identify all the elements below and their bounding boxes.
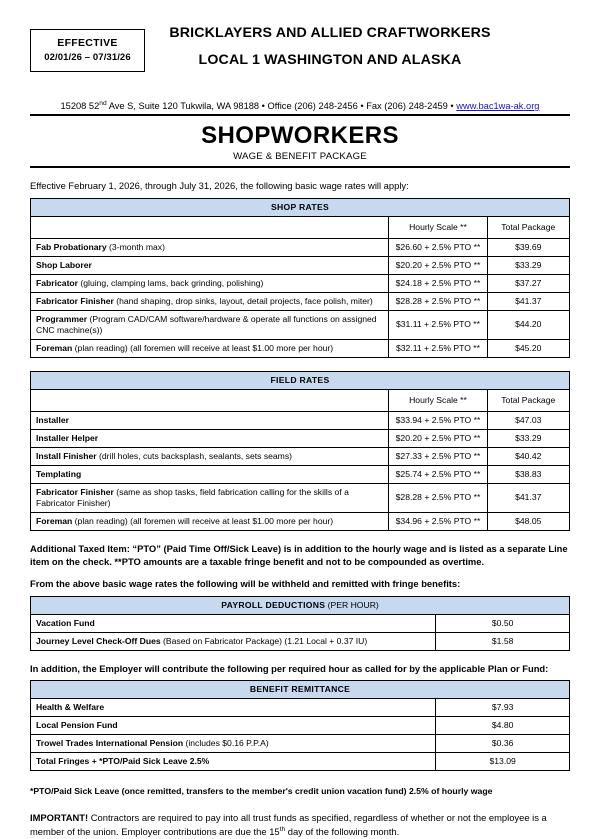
shop-row-5-detail: (plan reading) (all foremen will receive at least $1.00 more per hour) — [72, 342, 334, 353]
field-row-2-name: Install Finisher — [36, 450, 97, 461]
table-row — [31, 465, 570, 483]
shop-row-3-job — [31, 292, 389, 310]
field-row-3-total: $38.83 — [487, 465, 569, 483]
field-row-5-job — [31, 512, 389, 530]
shop-row-1-total: $33.29 — [487, 256, 569, 274]
shop-row-5-name: Foreman — [36, 342, 73, 353]
table-row — [31, 339, 570, 357]
payroll-row-0-name: Vacation Fund — [36, 617, 95, 628]
field-row-1-hourly: $20.20 + 2.5% PTO ** — [389, 429, 487, 447]
field-row-5-hourly: $34.96 + 2.5% PTO ** — [389, 512, 487, 530]
field-row-0-name: Installer — [36, 414, 69, 425]
table-row — [31, 238, 570, 256]
field-row-2-hourly: $27.33 + 2.5% PTO ** — [389, 447, 487, 465]
important-text-post: day of the following month. — [285, 825, 400, 837]
table-row — [31, 699, 570, 717]
shop-row-4-job — [31, 310, 389, 339]
field-row-4-job — [31, 483, 389, 512]
effective-date-box — [30, 29, 145, 72]
shop-row-3-detail: (hand shaping, drop sinks, layout, detail projects, face polish, miter) — [113, 295, 373, 306]
title-divider-rule — [30, 166, 570, 168]
field-rates-table — [30, 371, 570, 531]
field-row-1-total: $33.29 — [487, 429, 569, 447]
table-row — [31, 256, 570, 274]
payroll-deductions-title-sub: (PER HOUR) — [325, 599, 379, 610]
field-col-blank — [31, 389, 389, 411]
benefit-row-1-amount: $4.80 — [436, 717, 570, 735]
payroll-row-1-name: Journey Level Check-Off Dues — [36, 635, 161, 646]
field-row-0-hourly: $33.94 + 2.5% PTO ** — [389, 411, 487, 429]
effective-statement: Effective February 1, 2026, through July 31, 2026, the following basic wage rates will apply: — [30, 180, 409, 192]
field-rates-header-row — [31, 389, 570, 411]
benefit-row-0-amount: $7.93 — [436, 699, 570, 717]
table-row — [31, 717, 570, 735]
shop-row-3-total: $41.37 — [487, 292, 569, 310]
payroll-deductions-title-main: PAYROLL DEDUCTIONS — [221, 599, 326, 610]
shop-row-4-hourly: $31.11 + 2.5% PTO ** — [389, 310, 487, 339]
benefit-remittance-band-title: BENEFIT REMITTANCE — [31, 681, 570, 699]
shop-rates-band-title: SHOP RATES — [31, 198, 570, 216]
table-row — [31, 310, 570, 339]
shop-row-2-hourly: $24.18 + 2.5% PTO ** — [389, 274, 487, 292]
field-col-hourly-scale: Hourly Scale ** — [389, 389, 487, 411]
table-row — [31, 735, 570, 753]
important-ordinal-suffix: th — [279, 825, 286, 833]
table-row — [31, 292, 570, 310]
table-row — [31, 429, 570, 447]
address-street-pre: 15208 52 — [60, 101, 100, 112]
table-row — [31, 753, 570, 771]
shop-col-hourly-scale: Hourly Scale ** — [389, 216, 487, 238]
field-row-4-hourly: $28.28 + 2.5% PTO ** — [389, 483, 487, 512]
benefit-row-1-item — [31, 717, 436, 735]
effective-date-range: 02/01/26 – 07/31/26 — [44, 52, 131, 64]
table-row — [31, 512, 570, 530]
important-footnote — [30, 811, 570, 838]
address-ordinal-suffix: nd — [99, 100, 107, 107]
benefit-row-3-amount: $13.09 — [436, 753, 570, 771]
payroll-deductions-band-row — [31, 596, 570, 614]
employer-contribution-intro: In addition, the Employer will contribute the following per required hour as called for by the applicable Plan or Fund: — [30, 662, 549, 674]
page-title: SHOPWORKERS — [201, 122, 399, 150]
benefit-row-2-item — [31, 735, 436, 753]
shop-rates-table — [30, 198, 570, 358]
field-row-5-total: $48.05 — [487, 512, 569, 530]
benefit-remittance-table — [30, 680, 570, 771]
payroll-row-1-item — [31, 632, 436, 650]
field-row-3-hourly: $25.74 + 2.5% PTO ** — [389, 465, 487, 483]
shop-row-4-detail: (Program CAD/CAM software/hardware & operate all functions on assigned CNC machine(s)) — [36, 313, 377, 335]
shop-row-2-job — [31, 274, 389, 292]
field-rates-band-title: FIELD RATES — [31, 371, 570, 389]
shop-row-1-hourly: $20.20 + 2.5% PTO ** — [389, 256, 487, 274]
payroll-deductions-table — [30, 596, 570, 651]
table-row — [31, 274, 570, 292]
shop-row-2-total: $37.27 — [487, 274, 569, 292]
benefit-remittance-band-row — [31, 681, 570, 699]
important-label: IMPORTANT! — [30, 812, 89, 824]
shop-row-0-job — [31, 238, 389, 256]
field-rates-band-row — [31, 371, 570, 389]
payroll-deductions-band-title — [31, 596, 570, 614]
table-row — [31, 483, 570, 512]
payroll-row-1-detail: (Based on Fabricator Package) (1.21 Local + 0.37 IU) — [160, 635, 368, 646]
section-spacer — [30, 358, 570, 366]
address-rest: Ave S, Suite 120 Tukwila, WA 98188 • Office (206) 248-2456 • Fax (206) 248-2459 • — [106, 101, 457, 112]
shop-row-4-total: $44.20 — [487, 310, 569, 339]
field-row-4-detail: (same as shop tasks, field fabrication calling for the skills of a Fabricator Finisher) — [36, 486, 349, 508]
table-row — [31, 632, 570, 650]
benefit-row-2-name: Trowel Trades International Pension — [36, 738, 184, 748]
field-row-5-detail: (plan reading) (all foremen will receive at least $1.00 more per hour) — [72, 515, 334, 526]
shop-row-1-name: Shop Laborer — [36, 259, 92, 270]
shop-col-blank — [31, 216, 389, 238]
shop-row-4-name: Programmer — [36, 313, 88, 324]
shop-row-0-total: $39.69 — [487, 238, 569, 256]
shop-row-3-name: Fabricator Finisher — [36, 295, 114, 306]
shop-row-0-detail: (3-month max) — [106, 241, 165, 252]
header-divider-rule — [30, 114, 570, 116]
field-row-1-name: Installer Helper — [36, 432, 99, 443]
shop-row-0-name: Fab Probationary — [36, 241, 107, 252]
field-row-5-name: Foreman — [36, 515, 73, 526]
important-text-pre: Contractors are required to pay into all trust funds as specified, regardless of whether or not the employee is a member of the union. Employer contributions are due the 15 — [30, 812, 547, 837]
field-row-1-job — [31, 429, 389, 447]
shop-row-1-job — [31, 256, 389, 274]
shop-col-total-package: Total Package — [487, 216, 569, 238]
shop-rates-band-row — [31, 198, 570, 216]
benefit-row-3-name: Total Fringes + *PTO/Paid Sick Leave 2.5% — [36, 756, 210, 766]
payroll-row-0-item — [31, 614, 436, 632]
field-row-0-total: $47.03 — [487, 411, 569, 429]
website-link[interactable]: www.bac1wa-ak.org — [456, 101, 540, 112]
table-row — [31, 411, 570, 429]
field-row-0-job — [31, 411, 389, 429]
benefit-row-0-item — [31, 699, 436, 717]
shop-row-0-hourly: $26.60 + 2.5% PTO ** — [389, 238, 487, 256]
payroll-row-1-amount: $1.58 — [436, 632, 570, 650]
field-row-4-name: Fabricator Finisher — [36, 486, 114, 497]
field-row-4-total: $41.37 — [487, 483, 569, 512]
additional-taxed-item-note: Additional Taxed Item: “PTO” (Paid Time Off/Sick Leave) is in addition to the hourly wage and is listed as a separate Line item on the check. **PTO amounts are a taxable fringe benefit and not to be compounded as overtime. — [30, 542, 568, 567]
contact-address-line — [30, 100, 570, 111]
shop-row-3-hourly: $28.28 + 2.5% PTO ** — [389, 292, 487, 310]
page-subtitle: WAGE & BENEFIT PACKAGE — [233, 151, 367, 163]
effective-label: EFFECTIVE — [57, 37, 118, 49]
field-row-2-job — [31, 447, 389, 465]
shop-rates-header-row — [31, 216, 570, 238]
field-row-2-detail: (drill holes, cuts backsplash, sealants, sets seams) — [96, 450, 293, 461]
field-row-3-job — [31, 465, 389, 483]
benefit-row-0-name: Health & Welfare — [36, 702, 105, 712]
field-row-2-total: $40.42 — [487, 447, 569, 465]
document-page — [0, 25, 600, 837]
benefit-row-1-name: Local Pension Fund — [36, 720, 118, 730]
shop-row-5-total: $45.20 — [487, 339, 569, 357]
benefit-row-2-detail: (includes $0.16 P.P.A) — [183, 738, 269, 748]
shop-row-2-detail: (gluing, clamping lams, back grinding, polishing) — [78, 277, 264, 288]
benefit-row-3-item — [31, 753, 436, 771]
pto-footnote: *PTO/Paid Sick Leave (once remitted, transfers to the member's credit union vacation fund) 2.5% of hourly wage — [30, 786, 493, 796]
field-row-3-name: Templating — [36, 468, 82, 479]
field-col-total-package: Total Package — [487, 389, 569, 411]
payroll-row-0-amount: $0.50 — [436, 614, 570, 632]
org-name-line1: BRICKLAYERS AND ALLIED CRAFTWORKERS — [169, 25, 491, 41]
withheld-intro-note: From the above basic wage rates the following will be withheld and remitted with fringe benefits: — [30, 578, 461, 590]
shop-row-5-hourly: $32.11 + 2.5% PTO ** — [389, 339, 487, 357]
table-row — [31, 447, 570, 465]
benefit-row-2-amount: $0.36 — [436, 735, 570, 753]
org-name-line2: LOCAL 1 WASHINGTON AND ALASKA — [198, 51, 462, 68]
shop-row-5-job — [31, 339, 389, 357]
shop-row-2-name: Fabricator — [36, 277, 79, 288]
masthead — [30, 26, 570, 88]
table-row — [31, 614, 570, 632]
